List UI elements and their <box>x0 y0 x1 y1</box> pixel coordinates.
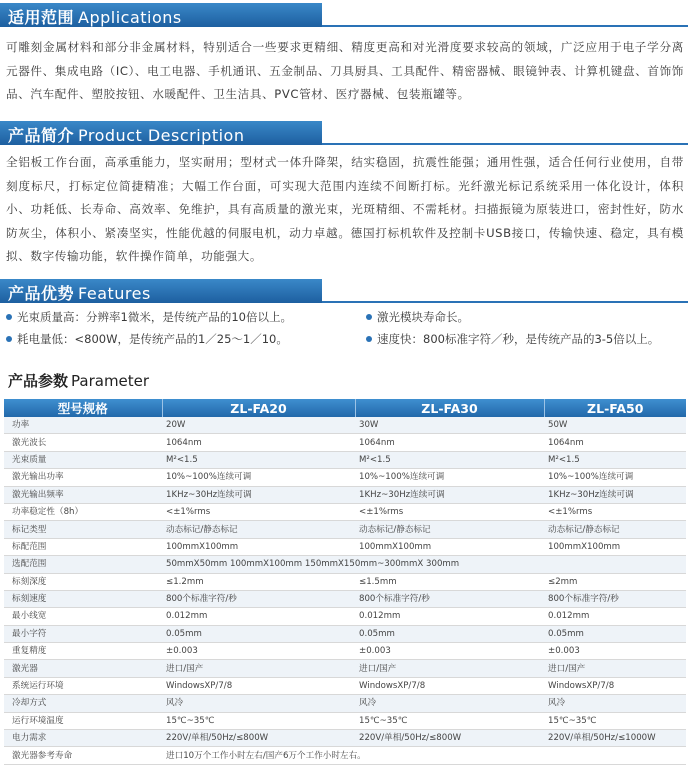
table-cell: 800个标准字符/秒 <box>162 590 355 607</box>
row-label: 光束质量 <box>4 451 162 468</box>
table-row <box>4 521 686 538</box>
table-row <box>4 417 686 434</box>
column-header: 型号规格 <box>4 399 162 417</box>
table-cell: M²<1.5 <box>162 451 355 468</box>
bullet-icon <box>366 336 372 342</box>
bullet-icon <box>6 336 12 342</box>
feature-item: 速度快：800标准字符／秒，是传统产品的3-5倍以上。 <box>366 331 659 347</box>
bullet-icon <box>366 314 372 320</box>
features-header <box>0 279 688 303</box>
table-cell: ±0.003 <box>355 643 544 660</box>
table-row <box>4 590 686 607</box>
row-label: 最小字符 <box>4 625 162 642</box>
table-row <box>4 451 686 468</box>
table-row <box>4 538 686 555</box>
table-cell: 30W <box>355 417 544 434</box>
table-cell: 100mmX100mm <box>162 538 355 555</box>
table-cell: 风冷 <box>544 695 686 712</box>
table-cell: 50mmX50mm 100mmX100mm 150mmX150mm~300mmX 300mm <box>162 556 686 573</box>
row-label: 标配范围 <box>4 538 162 555</box>
table-cell: 50W <box>544 417 686 434</box>
table-cell: 风冷 <box>355 695 544 712</box>
table-cell: 15℃~35℃ <box>355 712 544 729</box>
table-cell: 15℃~35℃ <box>544 712 686 729</box>
table-cell: WindowsXP/7/8 <box>355 677 544 694</box>
row-label: 重复精度 <box>4 643 162 660</box>
row-label: 最小线宽 <box>4 608 162 625</box>
table-row <box>4 747 686 764</box>
table-cell: 220V/单相/50Hz/≤800W <box>355 730 544 747</box>
table-row <box>4 608 686 625</box>
table-header-row <box>4 399 686 417</box>
table-cell: 1064nm <box>544 434 686 451</box>
table-row <box>4 695 686 712</box>
table-cell: M²<1.5 <box>355 451 544 468</box>
table-row <box>4 625 686 642</box>
row-label: 选配范围 <box>4 556 162 573</box>
row-label: 功率稳定性（8h） <box>4 503 162 520</box>
table-row <box>4 677 686 694</box>
row-label: 标刻深度 <box>4 573 162 590</box>
parameter-title: 产品参数 Parameter <box>8 372 150 390</box>
column-header: ZL-FA50 <box>544 399 686 417</box>
table-cell: 0.05mm <box>162 625 355 642</box>
table-cell: 0.05mm <box>355 625 544 642</box>
table-cell: 动态标记/静态标记 <box>544 521 686 538</box>
table-cell: 10%~100%连续可调 <box>544 469 686 486</box>
description-header <box>0 121 688 145</box>
applications-header <box>0 3 688 27</box>
row-label: 冷却方式 <box>4 695 162 712</box>
table-cell: 15℃~35℃ <box>162 712 355 729</box>
table-row <box>4 730 686 747</box>
table-row <box>4 434 686 451</box>
table-cell: ≤1.5mm <box>355 573 544 590</box>
table-row <box>4 573 686 590</box>
table-cell: <±1%rms <box>162 503 355 520</box>
features-title: 产品优势 Features <box>8 284 151 303</box>
table-row <box>4 556 686 573</box>
table-cell: 进口/国产 <box>355 660 544 677</box>
row-label: 功率 <box>4 417 162 434</box>
row-label: 标刻速度 <box>4 590 162 607</box>
table-cell: 1KHz~30Hz连续可调 <box>162 486 355 503</box>
row-label: 激光器 <box>4 660 162 677</box>
table-row <box>4 712 686 729</box>
table-cell: 100mmX100mm <box>355 538 544 555</box>
row-label: 激光输出频率 <box>4 486 162 503</box>
row-label: 激光器参考寿命 <box>4 747 162 764</box>
table-cell: WindowsXP/7/8 <box>162 677 355 694</box>
row-label: 激光波长 <box>4 434 162 451</box>
table-row <box>4 469 686 486</box>
table-cell: ≤2mm <box>544 573 686 590</box>
table-cell: 800个标准字符/秒 <box>355 590 544 607</box>
table-cell: 0.05mm <box>544 625 686 642</box>
table-cell: <±1%rms <box>544 503 686 520</box>
column-header: ZL-FA30 <box>355 399 544 417</box>
table-row <box>4 486 686 503</box>
table-row <box>4 660 686 677</box>
table-cell: ≤1.2mm <box>162 573 355 590</box>
description-text: 全铝板工作台面，高承重能力，坚实耐用；型材式一体升降架，结实稳固，抗震性能强；通用性强，适合任何行业使用，自带刻度标尺，打标定位简捷精准；大幅工作台面，可实现大范围内连续不间断打标。光纤激光标记系统采用一体化设计，体积小、功耗低、长寿命、高效率、免维护，具有高质量的激光束，光斑精细、不需耗材。扫描振镜为原装进口，密封性好，防水防灰尘，体积小、紧凑坚实，性能优越的伺服电机，动力卓越。德国打标机软件及控制卡USB接口，传输快速、稳定，具有模拟、数字传输功能，软件操作简单，功能强大。 <box>6 155 684 263</box>
table-cell: 220V/单相/50Hz/≤800W <box>162 730 355 747</box>
parameter-table <box>4 399 686 765</box>
column-header: ZL-FA20 <box>162 399 355 417</box>
table-cell: 220V/单相/50Hz/≤1000W <box>544 730 686 747</box>
table-cell: WindowsXP/7/8 <box>544 677 686 694</box>
table-cell: 20W <box>162 417 355 434</box>
table-cell: 动态标记/静态标记 <box>355 521 544 538</box>
table-cell: 1KHz~30Hz连续可调 <box>544 486 686 503</box>
table-cell: ±0.003 <box>162 643 355 660</box>
table-cell: 1KHz~30Hz连续可调 <box>355 486 544 503</box>
table-cell: 0.012mm <box>355 608 544 625</box>
applications-title: 适用范围 Applications <box>8 8 182 27</box>
table-cell: 动态标记/静态标记 <box>162 521 355 538</box>
feature-item: 光束质量高：分辨率1微米，是传统产品的10倍以上。 <box>6 309 292 325</box>
table-cell: 进口/国产 <box>544 660 686 677</box>
table-cell: 1064nm <box>355 434 544 451</box>
row-label: 电力需求 <box>4 730 162 747</box>
table-cell: 10%~100%连续可调 <box>162 469 355 486</box>
row-label: 激光输出功率 <box>4 469 162 486</box>
feature-item: 激光模块寿命长。 <box>366 309 469 325</box>
applications-text: 可雕刻金属材料和部分非金属材料，特别适合一些要求更精细、精度更高和对光滑度要求较高的领域，广泛应用于电子学分离元器件、集成电路（IC）、电工电器、手机通讯、五金制品、刀具厨具、工具配件、精密器械、眼镜钟表、计算机键盘、首饰饰品、汽车配件、塑胶按钮、水暖配件、卫生洁具、PVC管材、医疗器械、包装瓶罐等。 <box>6 40 684 101</box>
table-row <box>4 643 686 660</box>
table-cell: 0.012mm <box>544 608 686 625</box>
feature-item: 耗电量低：<800W，是传统产品的1／25～1／10。 <box>6 331 288 347</box>
table-cell: ±0.003 <box>544 643 686 660</box>
row-label: 系统运行环境 <box>4 677 162 694</box>
table-cell: M²<1.5 <box>544 451 686 468</box>
table-cell: 1064nm <box>162 434 355 451</box>
table-row <box>4 503 686 520</box>
bullet-icon <box>6 314 12 320</box>
table-cell: 100mmX100mm <box>544 538 686 555</box>
table-cell: 800个标准字符/秒 <box>544 590 686 607</box>
description-title: 产品简介 Product Description <box>8 126 245 145</box>
table-cell: 10%~100%连续可调 <box>355 469 544 486</box>
row-label: 标记类型 <box>4 521 162 538</box>
table-cell: 进口10万个工作小时左右/国产6万个工作小时左右。 <box>162 747 686 764</box>
table-cell: 风冷 <box>162 695 355 712</box>
table-cell: 进口/国产 <box>162 660 355 677</box>
table-cell: 0.012mm <box>162 608 355 625</box>
row-label: 运行环境温度 <box>4 712 162 729</box>
table-cell: <±1%rms <box>355 503 544 520</box>
